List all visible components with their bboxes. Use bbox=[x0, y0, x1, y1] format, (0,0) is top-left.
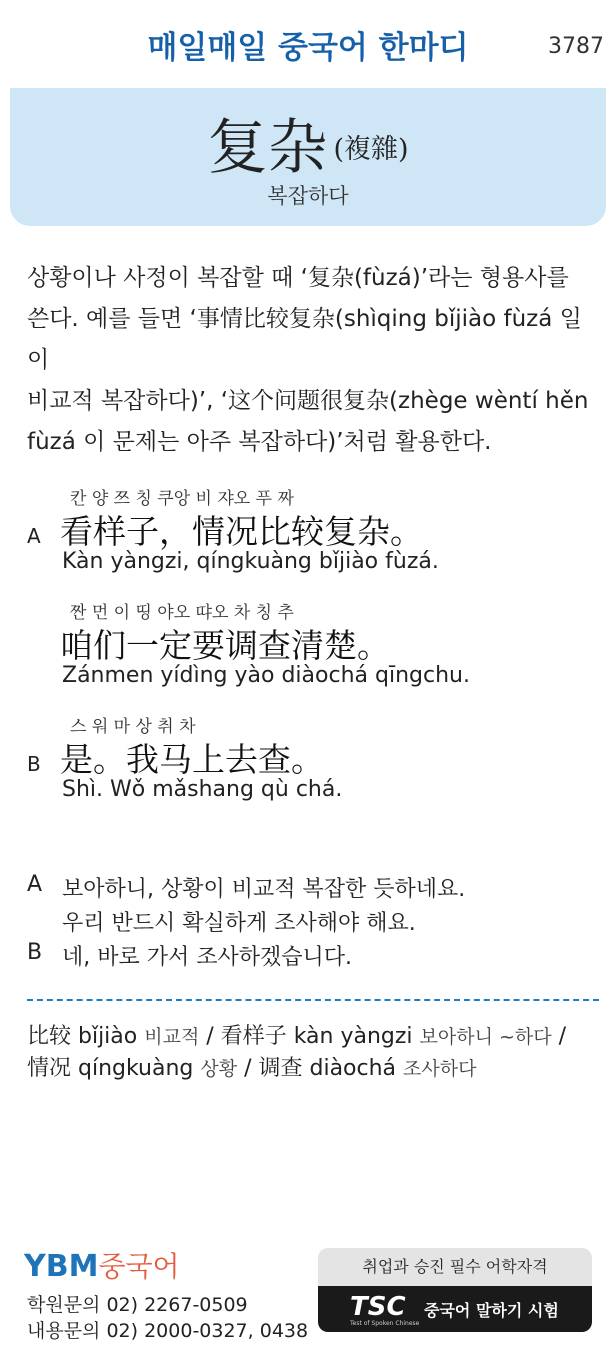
speaker-label: A bbox=[27, 524, 41, 548]
translation-text: 보아하니, 상황이 비교적 복잡한 듯하네요. bbox=[62, 877, 466, 902]
vocab-text: / 看样子 kàn yàngzi bbox=[199, 1024, 420, 1049]
vocab-meaning: 상황 bbox=[200, 1058, 238, 1080]
vocab-line bbox=[27, 1051, 476, 1082]
translation-speaker: B bbox=[27, 940, 43, 965]
ybm-brand: YBM bbox=[24, 1249, 99, 1284]
dialogue-pinyin: Zánmen yídìng yào diàochá qīngchu. bbox=[62, 663, 470, 688]
translation-speaker: A bbox=[27, 872, 43, 897]
word-traditional: (複雜) bbox=[333, 134, 409, 165]
explanation-line: fùzá 이 문제는 아주 복잡하다)’처럼 활용한다. bbox=[27, 429, 492, 455]
divider bbox=[27, 999, 599, 1001]
page-title: 매일매일 중국어 한마디 bbox=[147, 30, 469, 66]
contact-content: 내용문의 02) 2000-0327, 0438 bbox=[27, 1320, 309, 1342]
vocab-text: / 调查 diàochá bbox=[237, 1056, 404, 1081]
word-meaning: 복잡하다 bbox=[267, 184, 349, 208]
word-hanzi: 复杂 bbox=[207, 113, 328, 183]
translation-text: 우리 반드시 확실하게 조사해야 해요. bbox=[62, 911, 416, 936]
tsc-banner bbox=[318, 1248, 592, 1332]
issue-number: 3787 bbox=[548, 34, 604, 59]
ruby-line: 스 워 마 상 취 차 bbox=[70, 717, 196, 737]
dialogue-pinyin: Shì. Wǒ mǎshang qù chá. bbox=[62, 777, 343, 802]
translation-text: 네, 바로 가서 조사하겠습니다. bbox=[62, 945, 352, 970]
explanation bbox=[27, 258, 595, 463]
vocab-meaning: 조사하다 bbox=[403, 1058, 477, 1080]
dialogue-hanzi: 咱们一定要调查清楚。 bbox=[60, 626, 390, 665]
ruby-line: 칸 양 쯔 칭 쿠앙 비 쟈오 푸 짜 bbox=[70, 489, 294, 509]
explanation-line: 상황이나 사정이 복잡할 때 ‘复杂(fùzá)’라는 형용사를 bbox=[27, 265, 569, 291]
dialogue-hanzi: 是。我马上去查。 bbox=[60, 740, 324, 779]
vocab-meaning: 비교적 bbox=[144, 1026, 200, 1048]
speaker-label: B bbox=[27, 752, 41, 776]
vocab-text: / bbox=[551, 1024, 567, 1049]
ruby-line: 짠 먼 이 띵 야오 땨오 차 칭 추 bbox=[70, 603, 294, 623]
vocab-text: 比较 bǐjiào bbox=[27, 1024, 145, 1049]
dialogue-pinyin: Kàn yàngzi, qíngkuàng bǐjiào fùzá. bbox=[62, 549, 439, 574]
tsc-bar bbox=[318, 1286, 592, 1332]
explanation-line: 비교적 복잡하다)’, ‘这个问题很复杂(zhège wèntí hěn bbox=[27, 388, 589, 414]
tsc-logo-sub: Test of Spoken Chinese bbox=[350, 1320, 420, 1327]
word-heading bbox=[0, 100, 616, 186]
tsc-logo: TSC bbox=[350, 1292, 406, 1322]
contact-academy: 학원문의 02) 2267-0509 bbox=[27, 1294, 248, 1316]
explanation-line: 쓴다. 예를 들면 ‘事情比较复杂(shìqing bǐjiào fùzá 일이 bbox=[27, 306, 582, 373]
tsc-tagline: 취업과 승진 필수 어학자격 bbox=[318, 1248, 592, 1286]
vocab-line bbox=[27, 1019, 566, 1050]
ybm-logo bbox=[24, 1245, 180, 1285]
vocab-meaning: 보아하니 ~하다 bbox=[419, 1026, 552, 1048]
dialogue-hanzi: 看样子，情况比较复杂。 bbox=[60, 512, 423, 551]
ybm-brand-cn: 중국어 bbox=[98, 1250, 180, 1283]
vocab-text: 情况 qíngkuàng bbox=[27, 1056, 201, 1081]
tsc-label: 중국어 말하기 시험 bbox=[424, 1301, 559, 1320]
